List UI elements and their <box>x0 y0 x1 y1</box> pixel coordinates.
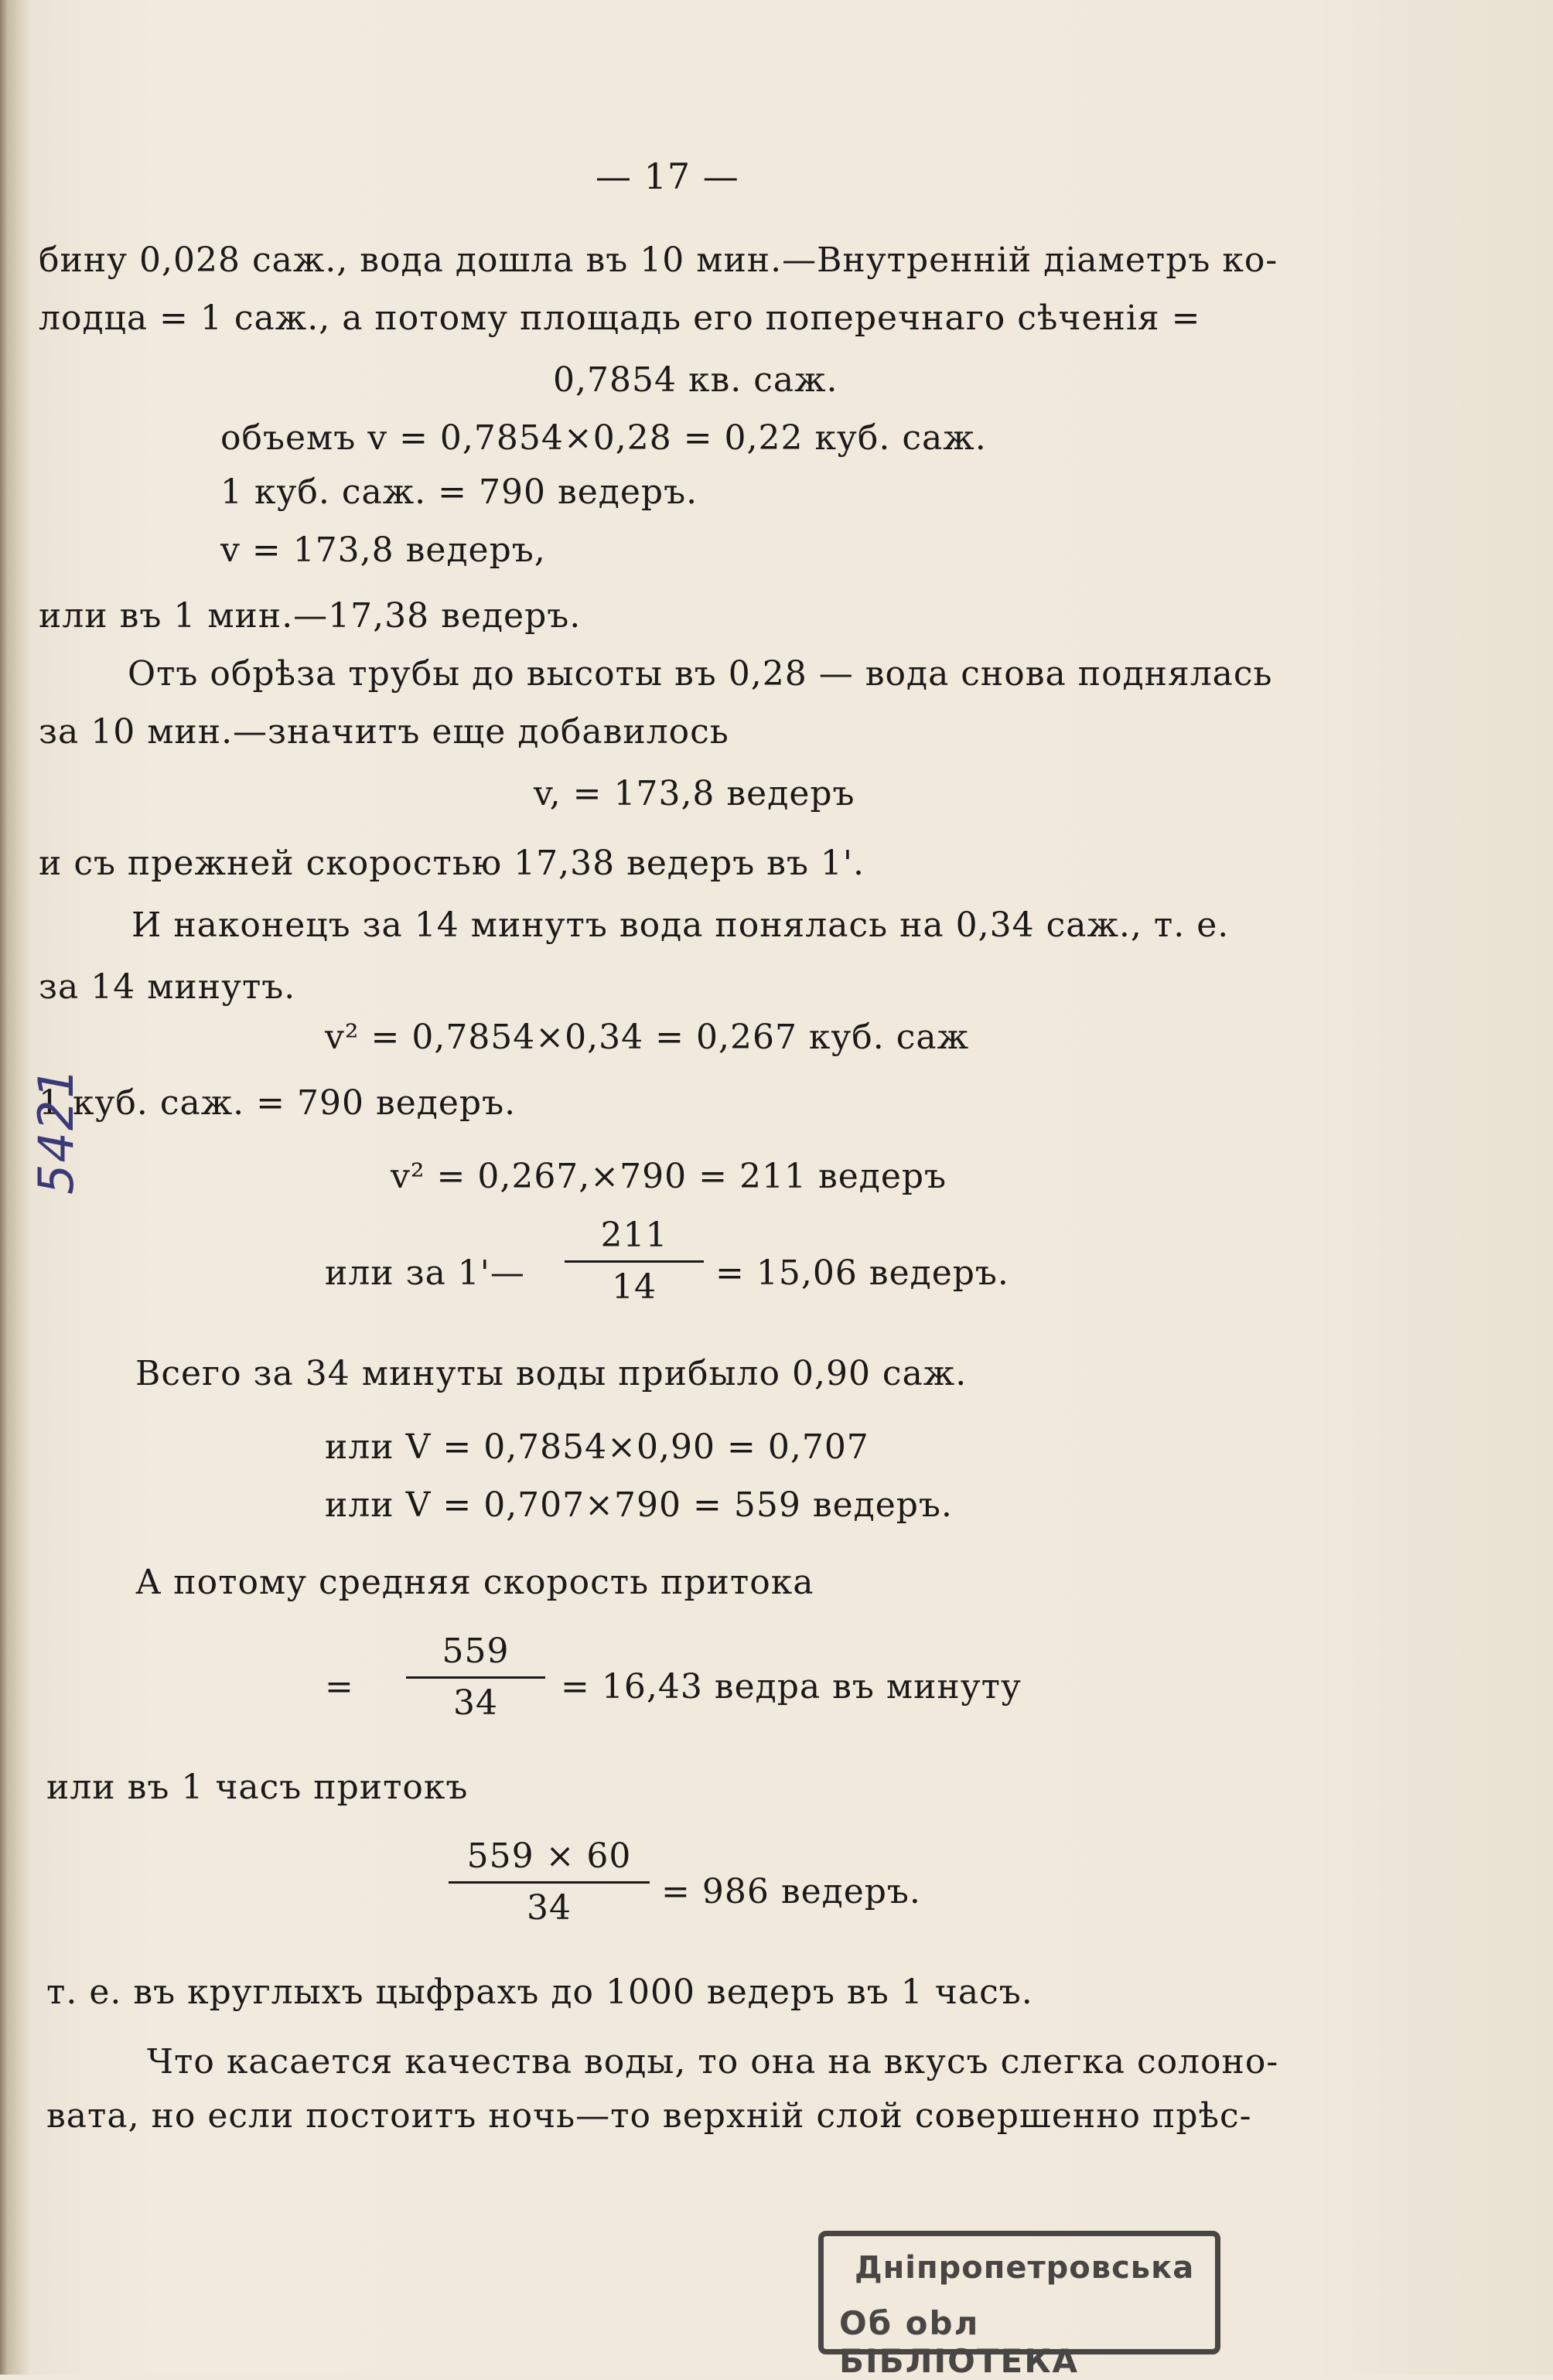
text-line: за 14 минутъ. <box>39 967 296 1007</box>
fraction <box>449 1835 650 1930</box>
text-line: вата, но если постоитъ ночь—то верхній слой совершенно прѣс- <box>46 2096 1252 2136</box>
fraction-numerator: 211 <box>600 1216 668 1255</box>
text-line: за 10 мин.—значитъ еще добавилось <box>39 712 729 752</box>
stamp-line-2: Об obл БІБЛІОТЕКА <box>839 2304 1080 2380</box>
fraction-bar <box>406 1676 545 1679</box>
formula-line <box>325 1018 970 1057</box>
formula-rest: = 986 ведеръ. <box>661 1872 921 1911</box>
fraction-denominator: 34 <box>453 1683 498 1723</box>
formula-line: или V = 0,7854×0,90 = 0,707 <box>325 1427 869 1467</box>
formula-rest: = 16,43 ведра въ минуту <box>561 1667 1022 1707</box>
fraction <box>406 1630 545 1725</box>
variable-v: v <box>325 1018 345 1057</box>
text-line: и съ прежней скоростью 17,38 ведеръ въ 1'. <box>39 844 865 883</box>
formula-line: 0,7854 кв. саж. <box>553 360 838 400</box>
text-line: или въ 1 мин.—17,38 ведеръ. <box>39 596 582 636</box>
stamp-line-1: Дніпропетровська <box>855 2250 1195 2286</box>
formula-prefix: или за 1'— <box>325 1253 525 1293</box>
text-line: Всего за 34 минуты воды прибыло 0,90 саж. <box>135 1354 968 1393</box>
formula-line: или V = 0,707×790 = 559 ведеръ. <box>325 1485 953 1525</box>
formula-line <box>391 1157 947 1196</box>
handwritten-margin-note: 5421 <box>28 1066 84 1195</box>
fraction-numerator: 559 <box>442 1632 510 1671</box>
formula-line: v = 173,8 ведеръ, <box>220 530 546 570</box>
fraction <box>565 1214 704 1309</box>
text-line: или въ 1 часъ притокъ <box>46 1768 469 1807</box>
formula-line: 1 куб. саж. = 790 ведеръ. <box>220 472 698 512</box>
formula-rest: = 15,06 ведеръ. <box>715 1253 1009 1293</box>
text-line: бину 0,028 саж., вода дошла въ 10 мин.—Внутренній діаметръ ко- <box>39 240 1278 280</box>
formula-rest: ² = 0,267,×790 = 211 ведеръ <box>410 1157 947 1196</box>
fraction-denominator: 34 <box>527 1888 572 1928</box>
library-stamp <box>818 2231 1220 2380</box>
variable-v: v <box>391 1157 411 1196</box>
text-line: Отъ обрѣза трубы до высоты въ 0,28 — вода снова поднялась <box>128 654 1273 694</box>
formula-equals: = <box>325 1667 354 1707</box>
fraction-bar <box>565 1260 704 1263</box>
text-line: А потому средняя скорость притока <box>135 1563 814 1602</box>
fraction-bar <box>449 1881 650 1884</box>
page-number: — 17 — <box>596 155 739 197</box>
formula-line: v, = 173,8 ведеръ <box>534 774 855 813</box>
formula-rest: ² = 0,7854×0,34 = 0,267 куб. саж <box>344 1018 970 1057</box>
text-line: Что касается качества воды, то она на вкусъ слегка солоно- <box>147 2042 1279 2082</box>
formula-line: объемъ v = 0,7854×0,28 = 0,22 куб. саж. <box>220 418 987 458</box>
text-line: лодца = 1 саж., а потому площадь его поперечнаго сѣченія = <box>39 298 1201 338</box>
fraction-denominator: 14 <box>612 1267 657 1307</box>
fraction-numerator: 559 × 60 <box>466 1836 632 1876</box>
text-line: т. е. въ круглыхъ цыфрахъ до 1000 ведеръ въ 1 часъ. <box>46 1973 1033 2012</box>
text-line: И наконецъ за 14 минутъ вода понялась на 0,34 саж., т. е. <box>131 905 1230 945</box>
text-line: 1 куб. саж. = 790 ведеръ. <box>39 1083 517 1123</box>
